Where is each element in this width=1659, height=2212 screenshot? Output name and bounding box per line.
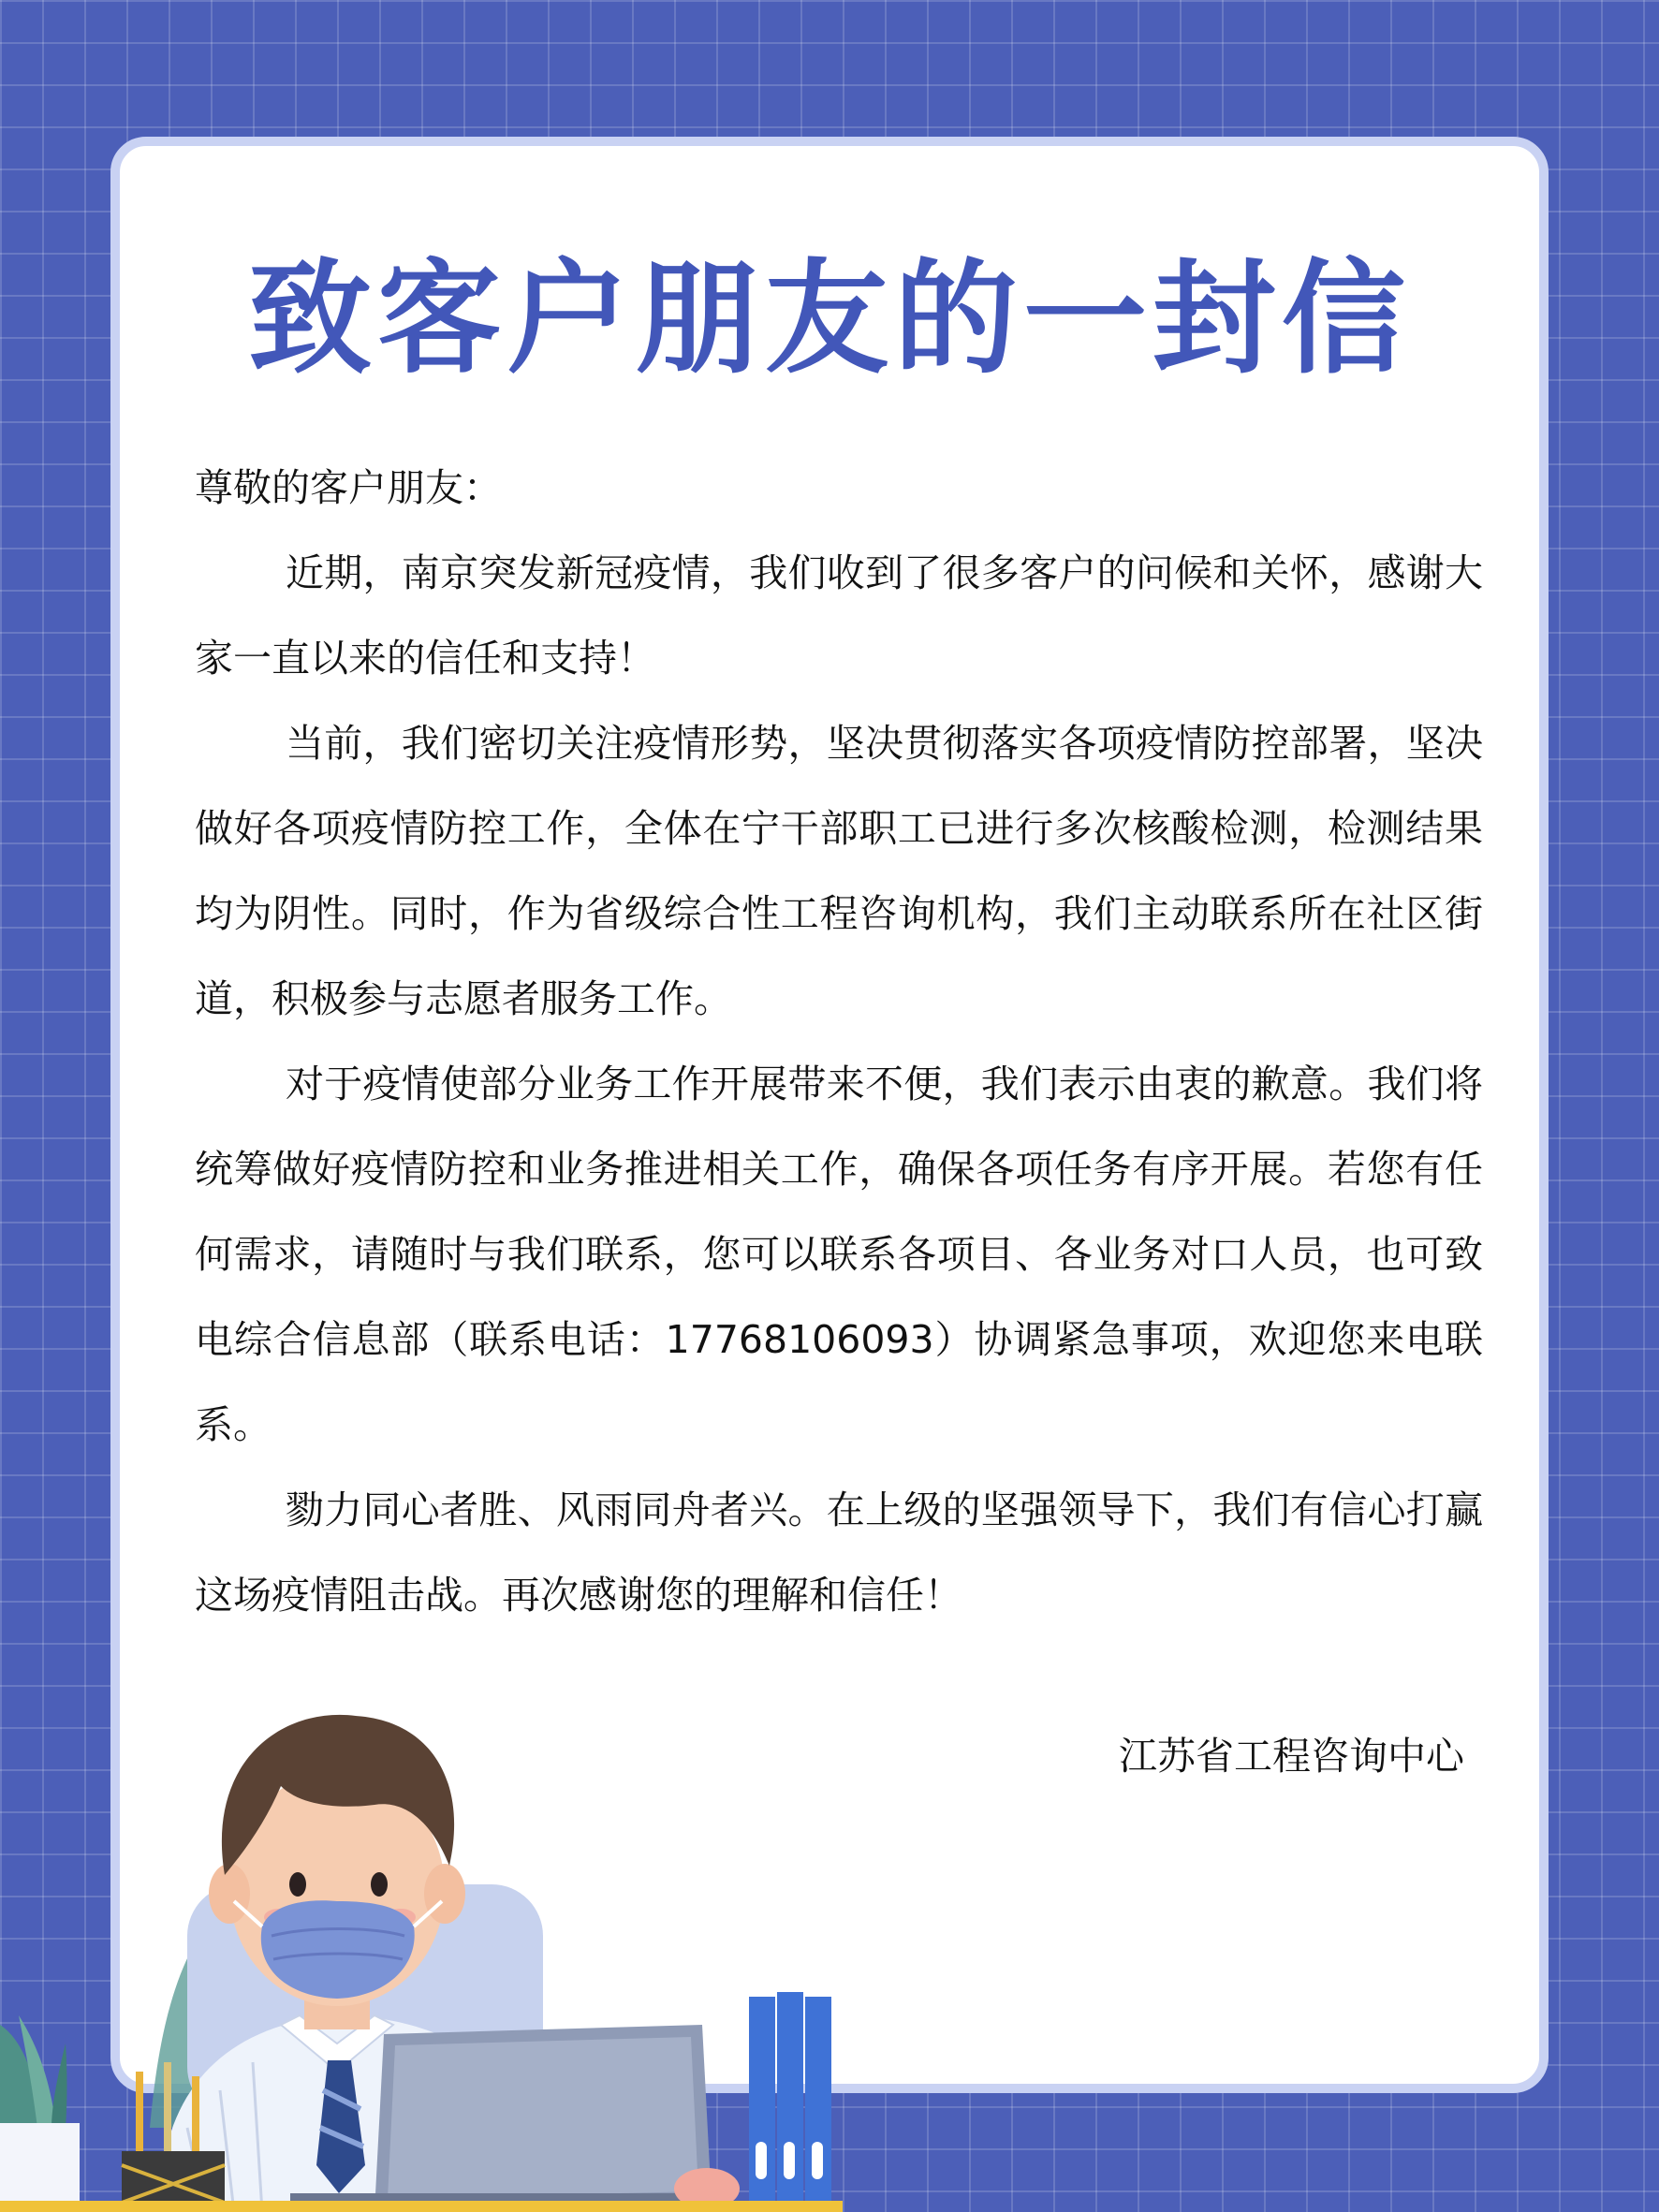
letter-paragraph-3: 对于疫情使部分业务工作开展带来不便，我们表示由衷的歉意。我们将统筹做好疫情防控和业务推进相关工作，确保各项任务有序开展。若您有任何需求，请随时与我们联系，您可以联系各项目、各业务对口人员，也可致电综合信息部（联系电话：17768106093）协调紧急事项，欢迎您来电联系。	[195, 1062, 1483, 1447]
office-worker-illustration	[0, 1604, 843, 2212]
desk	[0, 2201, 843, 2212]
letter-body	[195, 446, 1483, 1638]
binders-icon	[749, 1992, 831, 2212]
eye-icon	[289, 1872, 306, 1897]
letter-paragraph-4: 勠力同心者胜、风雨同舟者兴。在上级的坚强领导下，我们有信心打赢这场疫情阻击战。再次感谢您的理解和信任！	[195, 1487, 1483, 1618]
letter-title: 致客户朋友的一封信	[248, 247, 1411, 391]
letter-greeting: 尊敬的客户朋友：	[195, 465, 502, 510]
potted-plant-icon	[0, 2015, 80, 2212]
letter-paragraph-1: 近期，南京突发新冠疫情，我们收到了很多客户的问候和关怀，感谢大家一直以来的信任和支持！	[195, 550, 1483, 681]
letter-signature: 江苏省工程咨询中心	[1119, 1734, 1464, 1779]
letter-paragraph-2: 当前，我们密切关注疫情形势，坚决贯彻落实各项疫情防控部署，坚决做好各项疫情防控工作，全体在宁干部职工已进行多次核酸检测，检测结果均为阴性。同时，作为省级综合性工程咨询机构，我们主动联系所在社区街道，积极参与志愿者服务工作。	[195, 721, 1483, 1021]
eye-icon	[371, 1872, 388, 1897]
